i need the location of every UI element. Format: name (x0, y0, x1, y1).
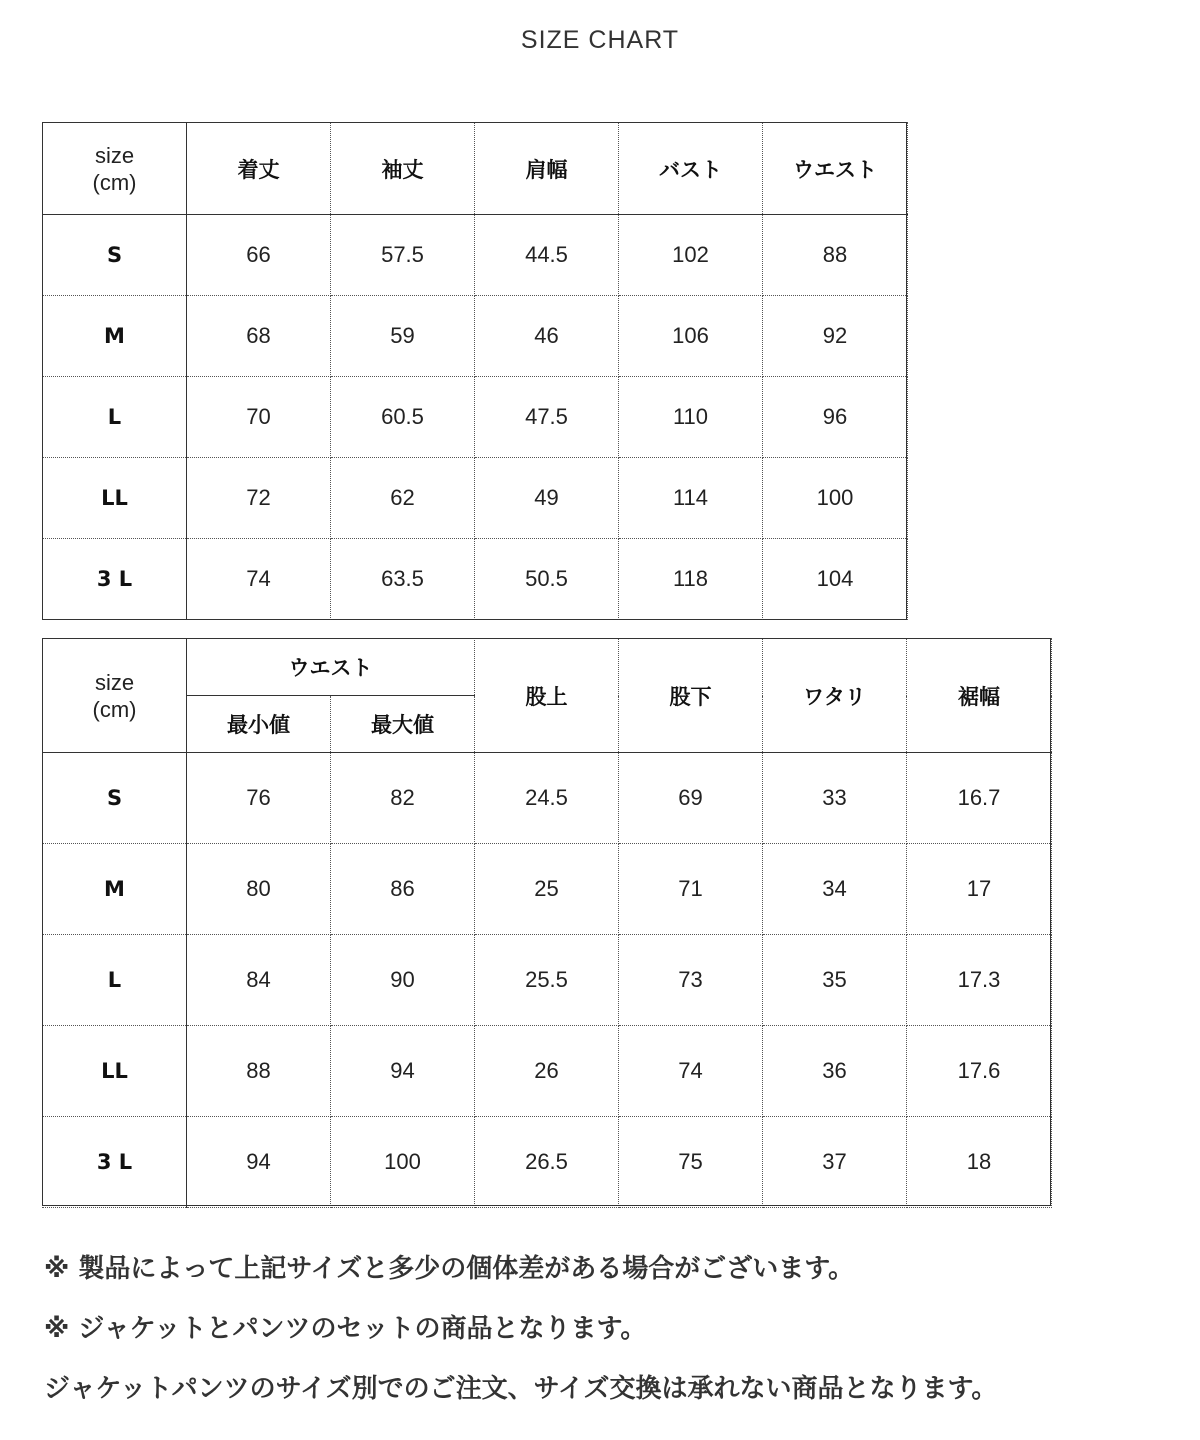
table-cell: 50.5 (475, 539, 619, 620)
size-header-cell (43, 639, 187, 753)
table-row (43, 458, 908, 539)
table-cell: 17.6 (907, 1026, 1052, 1117)
table-cell: 24.5 (475, 753, 619, 844)
size-label: LL (43, 458, 187, 539)
table-cell: 47.5 (475, 377, 619, 458)
table-cell: 102 (619, 215, 763, 296)
column-header: 股下 (619, 639, 763, 753)
table-row (43, 215, 908, 296)
table-row (43, 844, 1052, 935)
table-cell: 74 (187, 539, 331, 620)
table-cell: 34 (763, 844, 907, 935)
table-cell: 114 (619, 458, 763, 539)
table-cell: 60.5 (331, 377, 475, 458)
table-cell: 110 (619, 377, 763, 458)
column-header: バスト (619, 123, 763, 215)
table-cell: 92 (763, 296, 908, 377)
table-cell: 33 (763, 753, 907, 844)
table-cell: 73 (619, 935, 763, 1026)
table-cell: 90 (331, 935, 475, 1026)
table-cell: 35 (763, 935, 907, 1026)
table-cell: 68 (187, 296, 331, 377)
column-header: ウエスト (763, 123, 908, 215)
table-cell: 37 (763, 1117, 907, 1208)
size-label: L (43, 377, 187, 458)
table-cell: 69 (619, 753, 763, 844)
column-header: 着丈 (187, 123, 331, 215)
table-cell: 70 (187, 377, 331, 458)
table-cell: 26 (475, 1026, 619, 1117)
size-label: 3 L (43, 539, 187, 620)
table-row (43, 377, 908, 458)
pants-size-table (42, 638, 1052, 1208)
waist-min-header: 最小値 (187, 696, 331, 753)
table-header-row (43, 123, 908, 215)
notes-section (44, 1243, 1174, 1423)
table-cell: 25.5 (475, 935, 619, 1026)
waist-group-header: ウエスト (187, 639, 475, 696)
table-cell: 72 (187, 458, 331, 539)
table-cell: 59 (331, 296, 475, 377)
table-cell: 17.3 (907, 935, 1052, 1026)
note-line: ※ ジャケットとパンツのセットの商品となります。 (44, 1314, 647, 1344)
table-cell: 36 (763, 1026, 907, 1117)
size-header-label: size (94, 669, 135, 695)
size-label: S (43, 753, 187, 844)
table-cell: 71 (619, 844, 763, 935)
table-cell: 49 (475, 458, 619, 539)
column-header: 袖丈 (331, 123, 475, 215)
table-cell: 88 (187, 1026, 331, 1117)
column-header: 裾幅 (907, 639, 1052, 753)
table-cell: 25 (475, 844, 619, 935)
size-label: M (43, 296, 187, 377)
table-cell: 57.5 (331, 215, 475, 296)
size-header-cell (43, 123, 187, 215)
table-cell: 104 (763, 539, 908, 620)
table-cell: 62 (331, 458, 475, 539)
table-row (43, 935, 1052, 1026)
table-cell: 88 (763, 215, 908, 296)
table-cell: 66 (187, 215, 331, 296)
size-label: LL (43, 1026, 187, 1117)
size-header-label: size (94, 142, 135, 168)
table-row (43, 539, 908, 620)
page-title: SIZE CHART (520, 26, 680, 54)
table-cell: 16.7 (907, 753, 1052, 844)
table-cell: 100 (763, 458, 908, 539)
table-cell: 86 (331, 844, 475, 935)
size-label: L (43, 935, 187, 1026)
table-cell: 75 (619, 1117, 763, 1208)
table-cell: 26.5 (475, 1117, 619, 1208)
size-header-unit: (cm) (92, 696, 137, 722)
column-header: ワタリ (763, 639, 907, 753)
size-label: 3 L (43, 1117, 187, 1208)
column-header: 股上 (475, 639, 619, 753)
size-label: M (43, 844, 187, 935)
table-row (43, 753, 1052, 844)
table-cell: 18 (907, 1117, 1052, 1208)
waist-max-header: 最大値 (331, 696, 475, 753)
note-line: ※ 製品によって上記サイズと多少の個体差がある場合がございます。 (44, 1254, 855, 1284)
table-cell: 44.5 (475, 215, 619, 296)
table-row (43, 1117, 1052, 1208)
note-line: ジャケットパンツのサイズ別でのご注文、サイズ交換は承れない商品となります。 (44, 1374, 998, 1404)
table-cell: 76 (187, 753, 331, 844)
table-cell: 100 (331, 1117, 475, 1208)
table-cell: 106 (619, 296, 763, 377)
table-row (43, 296, 908, 377)
table-cell: 94 (331, 1026, 475, 1117)
table-cell: 96 (763, 377, 908, 458)
table-cell: 17 (907, 844, 1052, 935)
table-header-row (43, 639, 1052, 696)
table-cell: 84 (187, 935, 331, 1026)
column-header: 肩幅 (475, 123, 619, 215)
jacket-size-table (42, 122, 908, 620)
table-cell: 46 (475, 296, 619, 377)
table-cell: 94 (187, 1117, 331, 1208)
table-row (43, 1026, 1052, 1117)
table-cell: 82 (331, 753, 475, 844)
table-cell: 80 (187, 844, 331, 935)
table-cell: 63.5 (331, 539, 475, 620)
size-label: S (43, 215, 187, 296)
table-cell: 118 (619, 539, 763, 620)
table-cell: 74 (619, 1026, 763, 1117)
size-header-unit: (cm) (92, 169, 137, 195)
